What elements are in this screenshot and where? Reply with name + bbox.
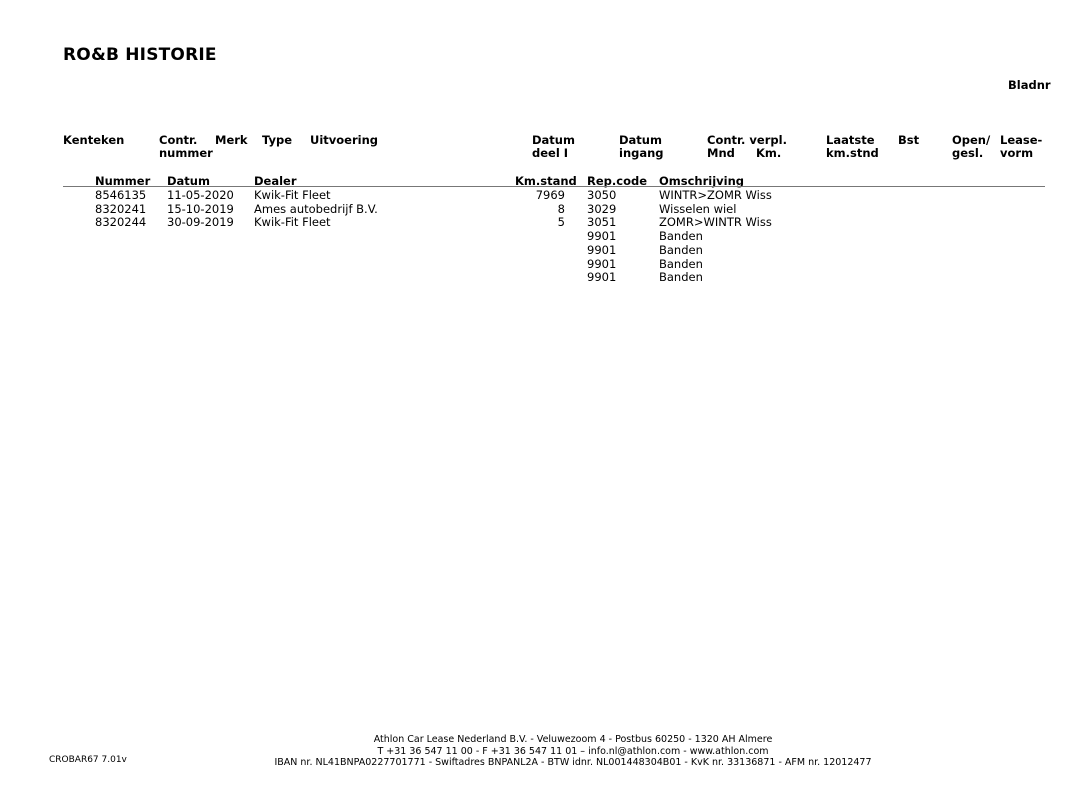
column-dealer: Dealer xyxy=(254,174,297,188)
table-cell-repcode: 3051 xyxy=(587,215,617,229)
form-code: CROBAR67 7.01v xyxy=(49,755,127,765)
table-cell-omschrijving: Banden xyxy=(659,243,703,257)
page-number-label: Bladnr xyxy=(1008,78,1051,92)
table-cell-datum: 15-10-2019 xyxy=(167,202,234,216)
footer-registration: IBAN nr. NL41BNPA0227701771 - Swiftadres BNPANL2A - BTW idnr. NL001448304B01 - KvK nr. 33136871 - AFM nr. 12012477 xyxy=(274,757,872,768)
header-datum-ingang: Datum ingang xyxy=(619,133,664,160)
table-cell-dealer: Kwik-Fit Fleet xyxy=(254,215,331,229)
table-cell-kmstand: 7969 xyxy=(535,188,565,202)
table-cell-omschrijving: Banden xyxy=(659,270,703,284)
column-omschrijving: Omschrijving xyxy=(659,174,745,188)
header-contr-verpl-km: Km. xyxy=(756,146,782,160)
table-cell-nummer: 8320244 xyxy=(95,215,147,229)
footer-company-address: Athlon Car Lease Nederland B.V. - Veluwezoom 4 - Postbus 60250 - 1320 AH Almere xyxy=(373,734,773,745)
table-cell-repcode: 3029 xyxy=(587,202,617,216)
table-cell-omschrijving: Wisselen wiel xyxy=(659,202,737,216)
table-cell-repcode: 9901 xyxy=(587,270,617,284)
header-merk: Merk xyxy=(215,133,248,147)
footer-contact: T +31 36 547 11 00 - F +31 36 547 11 01 – info.nl@athlon.com - www.athlon.com xyxy=(377,746,769,757)
header-divider xyxy=(63,186,1045,187)
header-uitvoering: Uitvoering xyxy=(310,133,379,147)
table-cell-omschrijving: ZOMR>WINTR Wiss xyxy=(659,215,772,229)
column-nummer: Nummer xyxy=(95,174,151,188)
header-contr-verpl-mnd: Mnd xyxy=(707,146,735,160)
table-cell-omschrijving: Banden xyxy=(659,257,703,271)
table-cell-datum: 11-05-2020 xyxy=(167,188,234,202)
header-contr-nummer: Contr. nummer xyxy=(159,133,213,160)
column-kmstand: Km.stand xyxy=(515,174,577,188)
table-cell-kmstand: 5 xyxy=(557,215,565,229)
table-cell-repcode: 9901 xyxy=(587,243,617,257)
column-datum: Datum xyxy=(167,174,210,188)
header-kenteken: Kenteken xyxy=(63,133,125,147)
table-cell-repcode: 3050 xyxy=(587,188,617,202)
table-cell-nummer: 8546135 xyxy=(95,188,147,202)
table-cell-nummer: 8320241 xyxy=(95,202,147,216)
header-datum-deel: Datum deel I xyxy=(532,133,575,160)
table-cell-datum: 30-09-2019 xyxy=(167,215,234,229)
header-laatste-kmstnd: Laatste km.stnd xyxy=(826,133,879,160)
table-cell-dealer: Ames autobedrijf B.V. xyxy=(254,202,378,216)
header-type: Type xyxy=(262,133,293,147)
column-repcode: Rep.code xyxy=(587,174,648,188)
header-contr-verpl: Contr. verpl. xyxy=(707,133,787,147)
table-cell-kmstand: 8 xyxy=(557,202,565,216)
table-cell-repcode: 9901 xyxy=(587,257,617,271)
header-open-gesl: Open/ gesl. xyxy=(952,133,991,160)
header-lease-vorm: Lease- vorm xyxy=(1000,133,1043,160)
table-cell-dealer: Kwik-Fit Fleet xyxy=(254,188,331,202)
table-cell-omschrijving: Banden xyxy=(659,229,703,243)
header-bst: Bst xyxy=(898,133,920,147)
table-cell-omschrijving: WINTR>ZOMR Wiss xyxy=(659,188,772,202)
table-cell-repcode: 9901 xyxy=(587,229,617,243)
page-title: RO&B HISTORIE xyxy=(63,45,217,65)
